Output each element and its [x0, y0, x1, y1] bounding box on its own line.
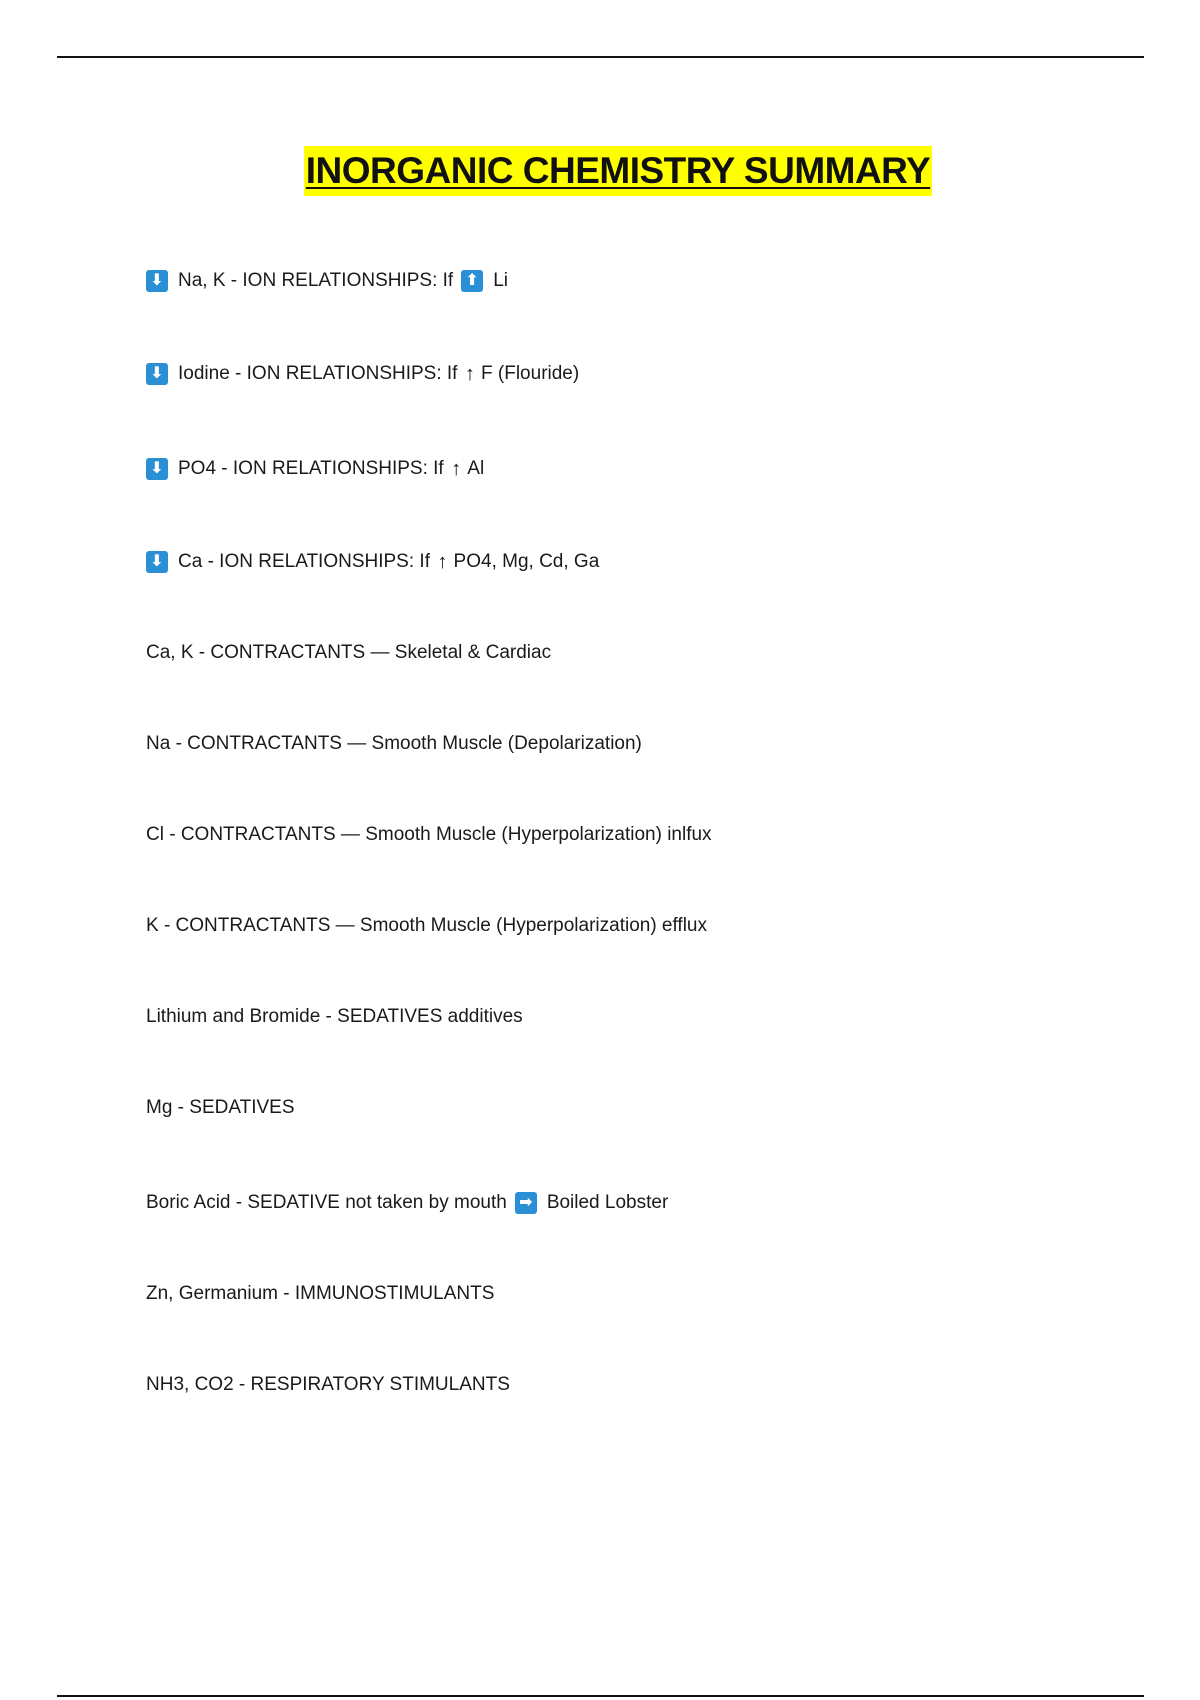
down-arrow-icon: ⬇: [146, 458, 168, 480]
footer-rule: [57, 1695, 1144, 1697]
list-item: [146, 268, 508, 294]
list-item-text: Lithium and Bromide - SEDATIVES additives: [146, 1006, 523, 1027]
title-container: [0, 146, 1200, 196]
list-item: [146, 1372, 510, 1398]
down-arrow-icon: ⬇: [146, 270, 168, 292]
up-arrow-icon: ↑: [445, 458, 462, 480]
list-item: [146, 361, 579, 387]
list-item: [146, 731, 642, 757]
list-item: [146, 1190, 668, 1216]
list-item-text: Cl - CONTRACTANTS — Smooth Muscle (Hyperpolarization) inlfux: [146, 824, 712, 845]
up-arrow-icon: ↑: [459, 363, 476, 385]
list-item: [146, 640, 551, 666]
list-item: [146, 1004, 523, 1030]
list-item-text: Na - CONTRACTANTS — Smooth Muscle (Depolarization): [146, 733, 642, 754]
list-item-text: Zn, Germanium - IMMUNOSTIMULANTS: [146, 1283, 495, 1304]
list-item-text: NH3, CO2 - RESPIRATORY STIMULANTS: [146, 1374, 510, 1395]
down-arrow-icon: ⬇: [146, 363, 168, 385]
list-item-text: Boiled Lobster: [546, 1192, 669, 1213]
list-item: [146, 913, 707, 939]
list-item-text: Iodine - ION RELATIONSHIPS: If: [178, 363, 458, 384]
right-arrow-icon: ➡: [515, 1192, 537, 1214]
list-item-text: K - CONTRACTANTS — Smooth Muscle (Hyperpolarization) efflux: [146, 915, 708, 936]
list-item-text: F (Flouride): [481, 363, 580, 384]
list-item: [146, 822, 712, 848]
list-item: [146, 1281, 494, 1307]
list-item-text: Boric Acid - SEDATIVE not taken by mouth: [146, 1192, 507, 1213]
list-item: [146, 456, 484, 482]
list-item-text: Na, K - ION RELATIONSHIPS: If: [178, 270, 454, 291]
down-arrow-icon: ⬇: [146, 551, 168, 573]
up-arrow-box-icon: ⬆: [461, 270, 483, 292]
header-rule: [57, 56, 1144, 58]
list-item-text: Al: [467, 458, 485, 479]
page-title: INORGANIC CHEMISTRY SUMMARY: [304, 146, 932, 196]
list-item-text: Mg - SEDATIVES: [146, 1097, 295, 1118]
list-item-text: PO4, Mg, Cd, Ga: [453, 551, 600, 572]
up-arrow-icon: ↑: [431, 551, 448, 573]
list-item-text: Ca - ION RELATIONSHIPS: If: [178, 551, 430, 572]
list-item-text: PO4 - ION RELATIONSHIPS: If: [178, 458, 444, 479]
list-item-text: Ca, K - CONTRACTANTS — Skeletal & Cardiac: [146, 642, 552, 663]
list-item-text: Li: [493, 270, 508, 291]
list-item: [146, 1095, 295, 1121]
list-item: [146, 549, 599, 575]
